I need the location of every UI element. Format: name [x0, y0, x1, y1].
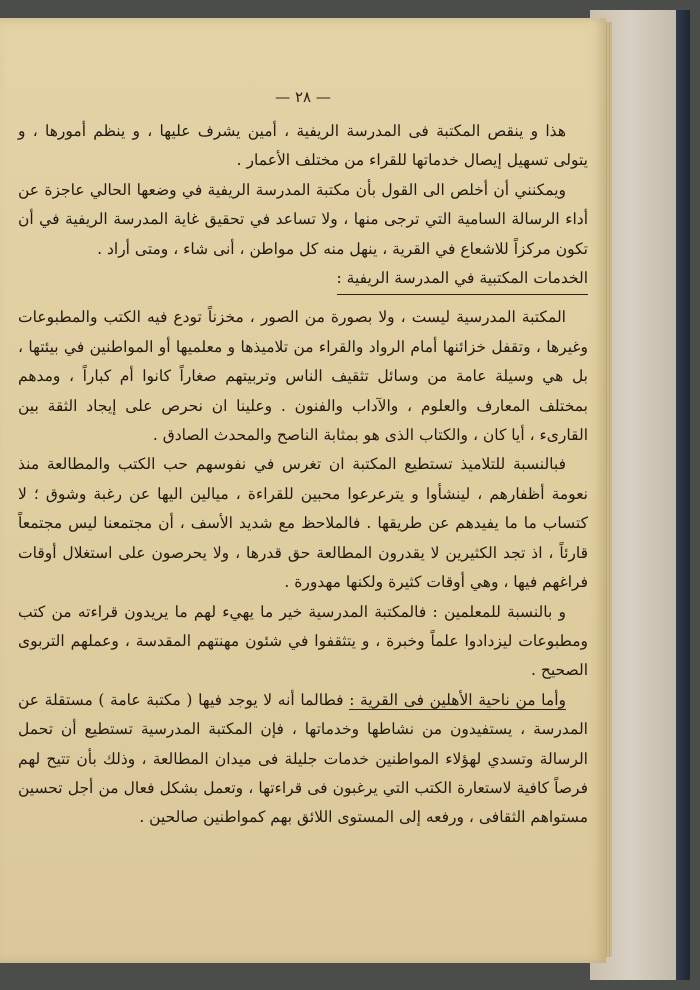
paragraph-villagers-lead: وأما من ناحية الأهلين فى القرية :: [349, 690, 566, 709]
page-number: — ٢٨ —: [275, 88, 331, 106]
paragraph-library-definition: المكتبة المدرسية ليست ، ولا بصورة من الصور ، مخزناً تودع فيه الكتب والمطبوعات وغيرها ، وتقفل خزائنها أمام الرواد والقراء من تلاميذها و معلميها أو المواطنين في بيئتها ، بل هي وسيلة عامة من وسائل تثقيف الناس وتربيتهم صغاراً كانوا أم كباراً ، ومدهم بمختلف المعارف والعلوم ، والآداب والفنون . وعلينا ان نحرص على إيجاد الثقة بين القارىء ، أيا كان ، والكتاب الذى هو بمثابة الناصح والمحدث الصادق .: [18, 308, 588, 445]
paragraph-teachers: و بالنسبة للمعلمين : فالمكتبة المدرسية خير ما يهيء لهم ما يريدون قراءته من كتب ومطبوعات ليزدادوا علماً وخبرة ، و يتثقفوا في شئون مهنتهم المقدسة ، وعملهم التربوى الصحيح .: [18, 602, 588, 680]
paragraph-conclusion: ويمكنني أن أخلص الى القول بأن مكتبة المدرسة الريفية في وضعها الحالي عاجزة عن أداء الرسالة السامية التي ترجى منها ، ولا تساعد في تحقيق غاية المدرسة الريفية في أن تكون مركزاً للاشعاع في القرية ، ينهل منه كل مواطن ، أنى شاء ، ومتى أراد .: [18, 180, 588, 258]
paragraph-villagers: [18, 686, 588, 833]
paragraph-students: فبالنسبة للتلاميذ تستطيع المكتبة ان تغرس في نفوسهم حب الكتب والمطالعة منذ نعومة أظفارهم ، لينشأوا و يترعرعوا محبين للقراءة ، ميالين اليها عن رغبة وشوق ؛ لا كتساب ما ما يفيدهم عن طريقها . فالملاحظ مع شديد الأسف ، أن مجتمعنا ليس مجتمعاً قارئاً ، اذ تجد الكثيرين لا يقدرون المطالعة حق قدرها ، ولا يحرصون على استغلال أوقات فراغهم فيها ، وهي أوقات كثيرة ولكنها مهدورة .: [18, 455, 588, 592]
paragraph-villagers-text: فطالما أنه لا يوجد فيها ( مكتبة عامة ) مستقلة عن المدرسة ، يستفيدون من نشاطها وخدماتها ، فإن المكتبة المدرسية تستطيع أن تحمل الرسالة وتسدي لهؤلاء المواطنين خدمات جليلة فى ميدان المطالعة ، وذلك بأن تتيح لهم فرصاً كافية لاستعارة الكتب التي يرغبون فى قراءتها ، وتعمل بشكل فعال من أجل تحسين مستواهم الثقافى ، ورفعه إلى المستوى اللائق بهم كمواطنين صالحين .: [18, 690, 588, 827]
section-heading: الخدمات المكتبية في المدرسة الريفية :: [337, 264, 589, 295]
page-body: [18, 117, 588, 833]
section-heading-wrapper: [18, 264, 588, 303]
scanner-clip-bar: [676, 10, 690, 980]
paragraph-librarian: هذا و ينقص المكتبة فى المدرسة الريفية ، أمين يشرف عليها ، و ينظم أمورها ، و يتولى تسهيل إيصال خدماتها للقراء من مختلف الأعمار .: [18, 122, 588, 170]
